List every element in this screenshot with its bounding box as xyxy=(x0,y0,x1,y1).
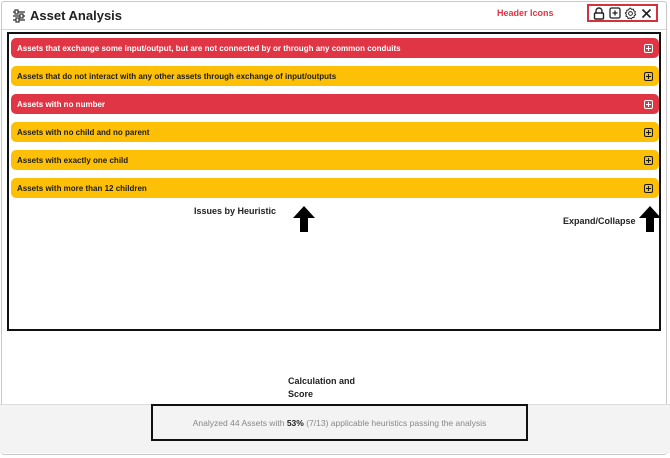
heuristic-row[interactable] xyxy=(11,178,659,198)
expand-collapse-annotation: Expand/Collapse xyxy=(563,216,636,226)
gear-icon[interactable] xyxy=(624,7,637,20)
score-percent: 53% xyxy=(286,417,304,428)
calculation-annotation-line2: Score xyxy=(288,389,314,399)
header-icons-annotation: Header Icons xyxy=(497,8,554,18)
expand-icon[interactable] xyxy=(644,44,653,53)
expand-icon[interactable] xyxy=(644,184,653,193)
heuristic-row[interactable] xyxy=(11,150,659,170)
expand-icon[interactable] xyxy=(644,72,653,81)
analysis-score-summary xyxy=(151,404,528,441)
panel-header xyxy=(2,2,666,30)
calculation-annotation-line1: Calculation and xyxy=(288,376,356,386)
arrow-up-icon xyxy=(293,206,315,232)
heuristic-issues-list xyxy=(7,32,661,331)
heuristic-row-label: Assets with no number xyxy=(17,99,106,109)
heuristic-row-label: Assets that do not interact with any other assets through exchange of input/outputs xyxy=(17,71,337,81)
heuristic-row-label: Assets with no child and no parent xyxy=(17,127,150,137)
lock-icon[interactable] xyxy=(592,7,605,20)
panel-title: Asset Analysis xyxy=(30,8,123,23)
score-prefix: Analyzed 44 Assets with xyxy=(192,417,285,428)
heuristic-row[interactable] xyxy=(11,122,659,142)
header-icons-group xyxy=(587,4,658,22)
heuristic-row-label: Assets with more than 12 children xyxy=(17,183,147,193)
heuristic-row[interactable] xyxy=(11,94,659,114)
expand-icon[interactable] xyxy=(644,156,653,165)
heuristic-row[interactable] xyxy=(11,38,659,58)
heuristic-row-label: Assets that exchange some input/output, but are not connected by or through any common conduits xyxy=(17,43,401,53)
expand-icon[interactable] xyxy=(644,100,653,109)
heuristic-row[interactable] xyxy=(11,66,659,86)
sliders-icon xyxy=(11,8,27,24)
score-suffix: (7/13) applicable heuristics passing the analysis xyxy=(306,417,487,428)
heuristic-row-label: Assets with exactly one child xyxy=(17,155,129,165)
issues-by-heuristic-annotation: Issues by Heuristic xyxy=(194,206,277,216)
expand-icon[interactable] xyxy=(644,128,653,137)
close-icon[interactable] xyxy=(640,7,653,20)
expand-all-icon[interactable] xyxy=(608,7,621,20)
arrow-up-icon xyxy=(639,206,661,232)
